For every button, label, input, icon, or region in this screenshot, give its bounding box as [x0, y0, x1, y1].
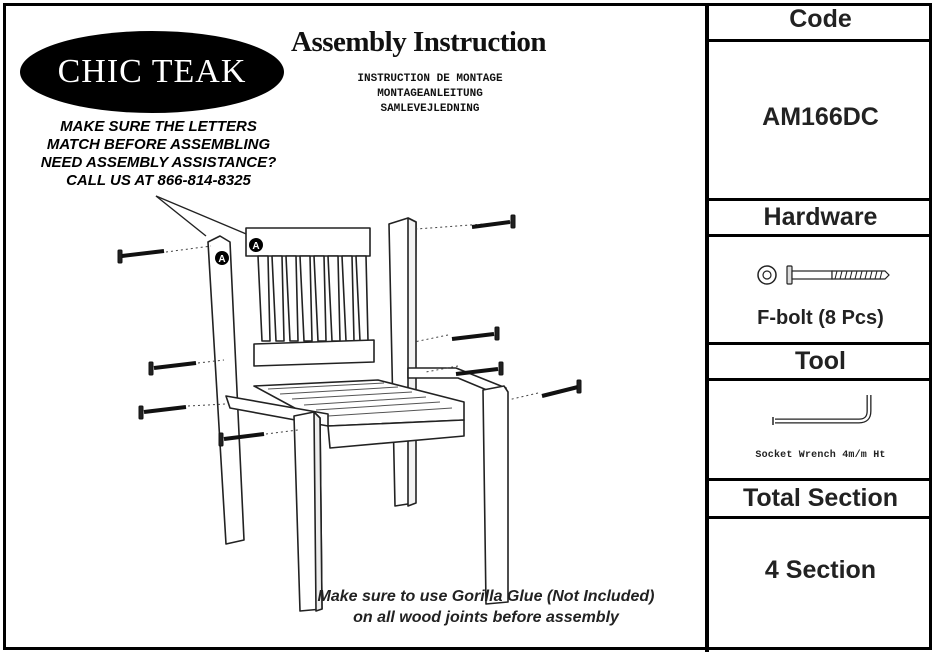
subtitle-german: MONTAGEANLEITUNG [377, 88, 483, 100]
bolt-right-front [542, 380, 581, 396]
notice-line-1: MAKE SURE THE LETTERS [60, 118, 257, 135]
glue-note-line-2: on all wood joints before assembly [353, 609, 619, 626]
marker-a-right [249, 238, 263, 252]
bolt-right-lower [456, 362, 503, 375]
back-slats [258, 256, 368, 341]
notice-line-3: NEED ASSEMBLY ASSISTANCE? [40, 154, 277, 171]
hardware-value: F-bolt (8 Pcs) [757, 307, 884, 329]
page-title: Assembly Instruction [291, 26, 547, 58]
code-value: AM166DC [762, 103, 879, 131]
bolt-right-middle [452, 327, 499, 340]
marker-a-left [215, 251, 229, 265]
f-bolt-icon [709, 260, 932, 290]
marker-a-right-label: A [252, 241, 260, 252]
total-section-header: Total Section [709, 478, 932, 519]
pointer-lines [156, 196, 251, 236]
bolt-left-upper [118, 250, 164, 263]
subtitle-danish: SAMLEVEJLEDNING [380, 103, 480, 115]
tool-header: Tool [709, 342, 932, 381]
spec-sidebar [709, 6, 932, 647]
tool-value: Socket Wrench 4m/m Ht [755, 450, 886, 461]
hardware-header: Hardware [709, 198, 932, 237]
bolt-left-middle [149, 362, 196, 375]
notice-line-4: CALL US AT 866-814-8325 [66, 172, 251, 189]
back-top-rail [246, 228, 370, 256]
bolt-right-upper [472, 215, 515, 228]
bolt-left-lower [139, 406, 186, 419]
code-header: Code [709, 3, 932, 42]
marker-a-left-label: A [218, 254, 226, 265]
logo-text: CHIC TEAK [57, 53, 247, 90]
glue-note-line-1: Make sure to use Gorilla Glue (Not Included) [317, 588, 655, 605]
right-front-leg [483, 386, 508, 604]
left-back-leg [208, 236, 244, 544]
seat [254, 380, 464, 426]
notice-line-2: MATCH BEFORE ASSEMBLING [46, 136, 271, 153]
chair-exploded-diagram [6, 6, 706, 647]
subtitle-french: INSTRUCTION DE MONTAGE [357, 73, 503, 85]
hex-wrench-icon [709, 392, 932, 432]
glue-note [276, 586, 696, 628]
back-bottom-rail [254, 340, 374, 366]
instruction-panel [6, 6, 706, 647]
total-section-value: 4 Section [764, 556, 877, 584]
